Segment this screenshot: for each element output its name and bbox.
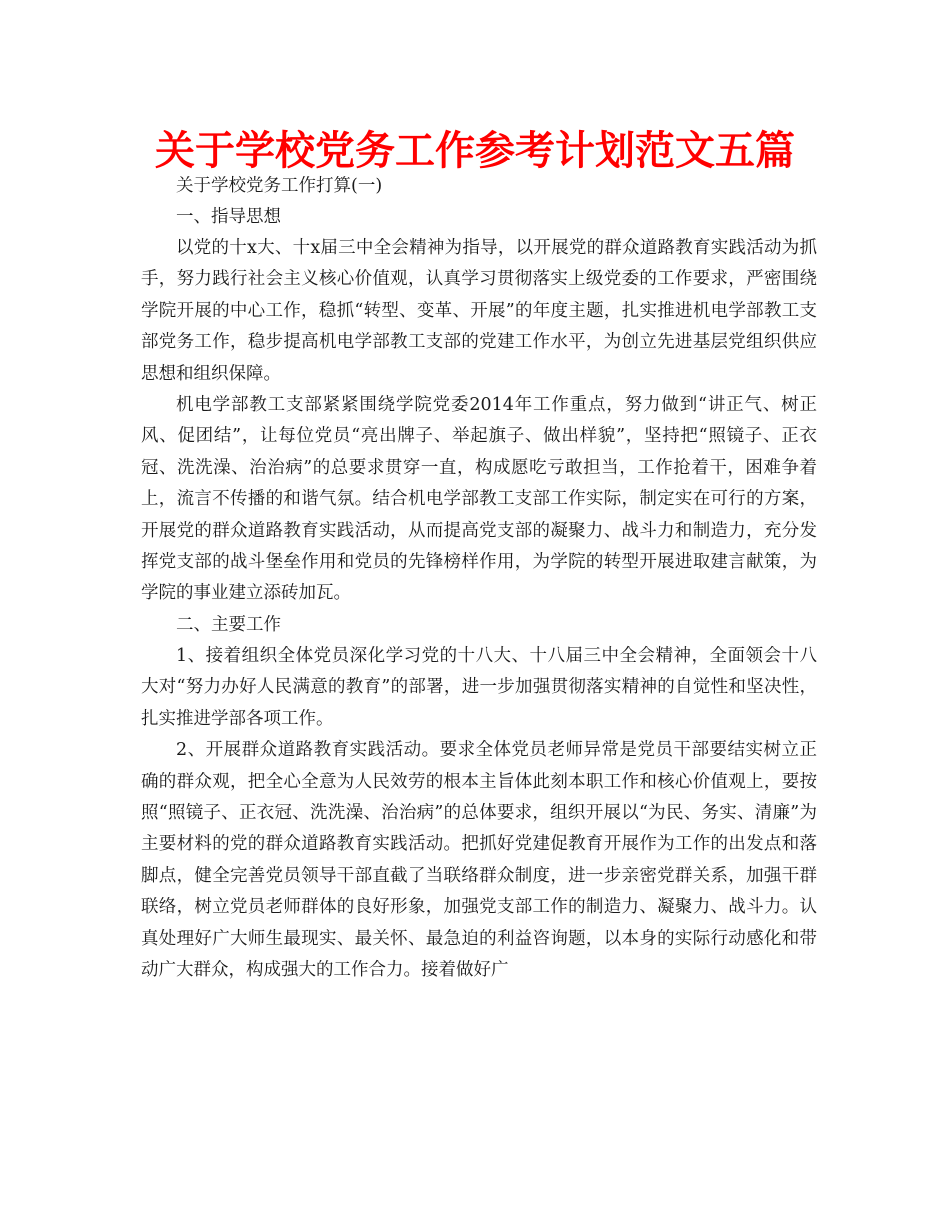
paragraph-guiding-ideology: 以党的十x大、十x届三中全会精神为指导，以开展党的群众道路教育实践活动为抓手，努力践行社会主义核心价值观，认真学习贯彻落实上级党委的工作要求，严密围绕学院开展的中心工作，稳抓“转型、变革、开展”的年度主题，扎实推进机电学部教工支部党务工作，稳步提高机电学部教工支部的党建工作水平，为创立先进基层党组织供应思想和组织保障。 [141, 238, 817, 384]
section-heading-guiding-ideology: 一、指导思想 [176, 207, 281, 227]
paragraph-main-work-2: 2、开展群众道路教育实践活动。要求全体党员老师异常是党员干部要结实树立正确的群众观，把全心全意为人民效劳的根本主旨体此刻本职工作和核心价值观上，要按照“照镜子、正衣冠、洗洗澡、治治病”的总体要求，组织开展以“为民、务实、清廉”为主要材料的党的群众道路教育实践活动。把抓好党建促教育开展作为工作的出发点和落脚点，健全完善党员领导干部直截了当联络群众制度，进一步亲密党群关系，加强干群联络，树立党员老师群体的良好形象，加强党支部工作的制造力、凝聚力、战斗力。认真处理好广大师生最现实、最关怀、最急迫的利益咨询题，以本身的实际行动感化和带动广大群众，构成强大的工作合力。接着做好广 [141, 740, 817, 980]
document-title: 关于学校党务工作参考计划范文五篇 [155, 128, 795, 174]
paragraph-main-work-1: 1、接着组织全体党员深化学习党的十八大、十八届三中全会精神，全面领会十八大对“努力办好人民满意的教育”的部署，进一步加强贯彻落实精神的自觉性和坚决性，扎实推进学部各项工作。 [141, 645, 817, 729]
section-heading-main-work: 二、主要工作 [176, 614, 281, 635]
paragraph-branch-focus: 机电学部教工支部紧紧围绕学院党委2014年工作重点，努力做到“讲正气、树正风、促团结”，让每位党员“亮出牌子、举起旗子、做出样貌”，坚持把“照镜子、正衣冠、洗洗澡、治治病”的总要求贯穿一直，构成愿吃亏敢担当，工作抢着干，困难争着上，流言不传播的和谐气氛。结合机电学部教工支部工作实际，制定实在可行的方案，开展党的群众道路教育实践活动，从而提高党支部的凝聚力、战斗力和制造力，充分发挥党支部的战斗堡垒作用和党员的先锋榜样作用，为学院的转型开展进取建言献策，为学院的事业建立添砖加瓦。 [141, 395, 817, 604]
document-body [141, 171, 817, 986]
document-subtitle: 关于学校党务工作打算(一) [176, 176, 383, 196]
